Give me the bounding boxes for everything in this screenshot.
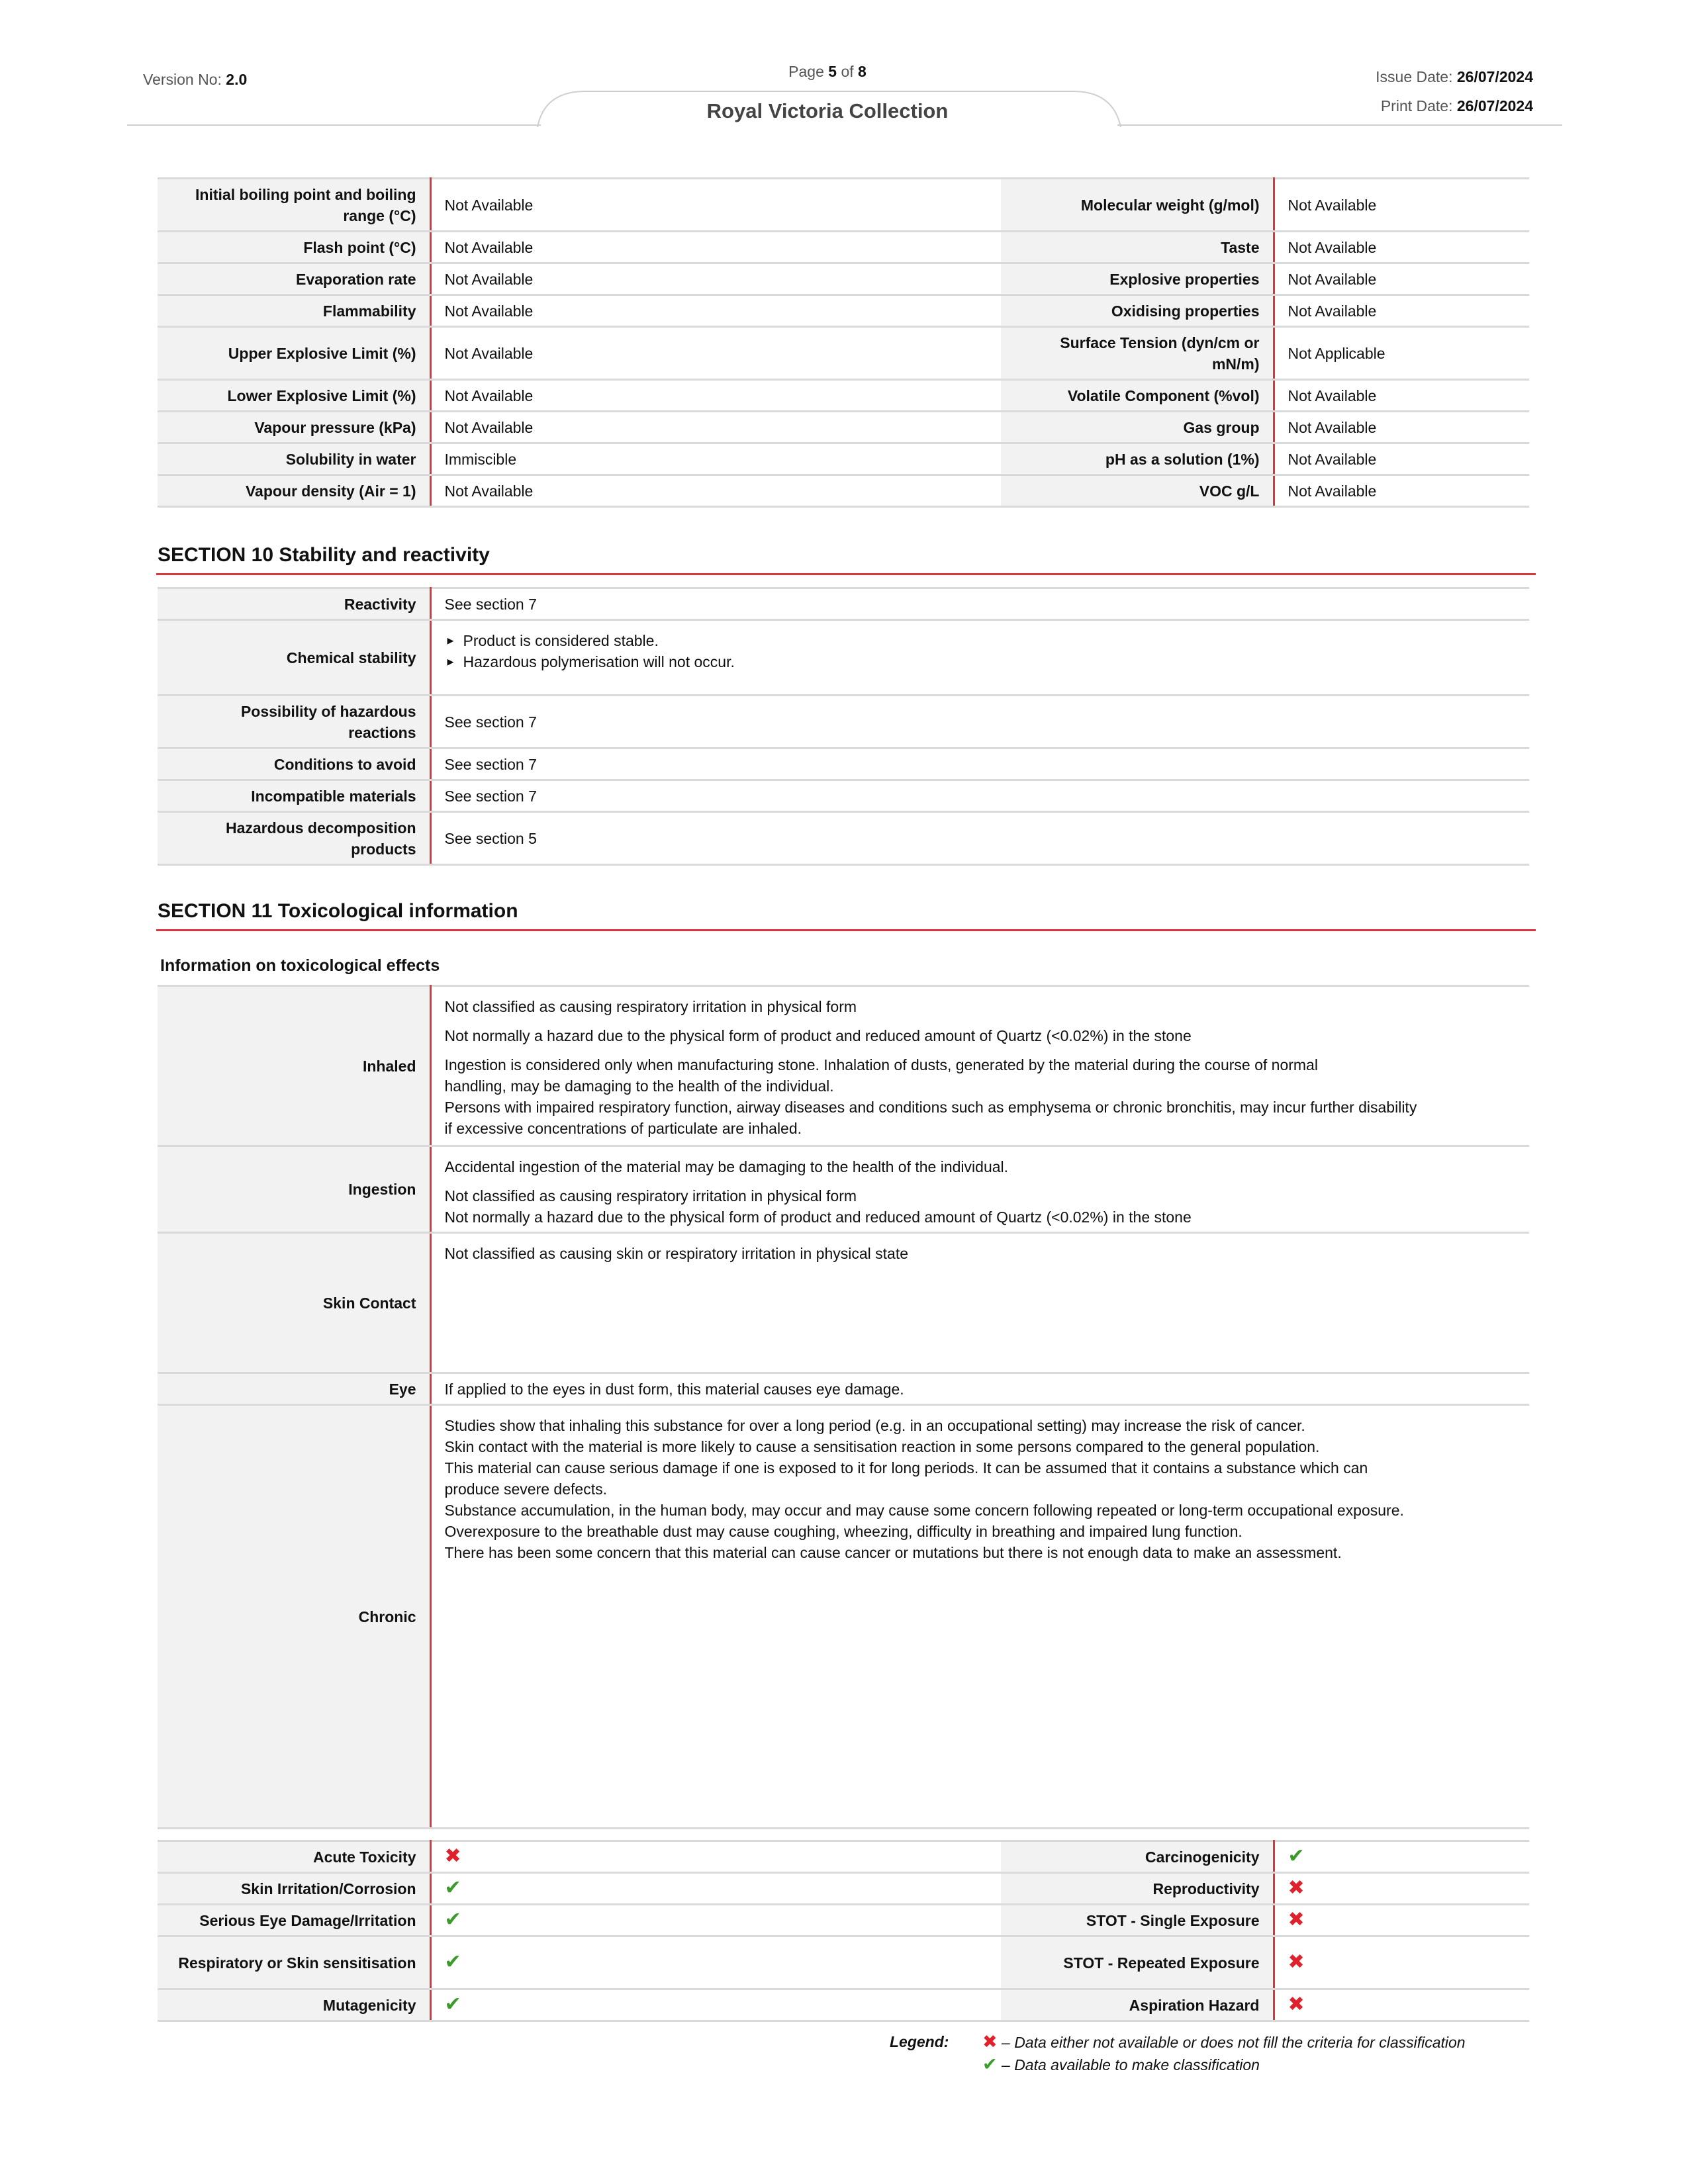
x-mark-icon: ✖: [1288, 1993, 1305, 2015]
x-mark-icon: ✖: [1288, 1951, 1305, 1973]
x-mark-icon: ✖: [444, 1845, 461, 1867]
chronic-line: Studies show that inhaling this substance for over a long period (e.g. in an occupational setting) may increase the risk of cancer.: [444, 1417, 1305, 1434]
property-row: [158, 232, 1529, 263]
reactivity-value: See section 7: [430, 588, 1529, 620]
check-mark-icon: ✔: [444, 1877, 461, 1899]
section-10-rule: [156, 573, 1536, 575]
classification-label: Acute Toxicity: [158, 1841, 430, 1873]
classification-status: [1274, 1989, 1529, 2021]
property-value: Not Available: [430, 380, 1001, 412]
property-value: Not Available: [1274, 179, 1529, 232]
decomposition-value: See section 5: [430, 812, 1529, 865]
section-11-rule: [156, 929, 1536, 931]
property-value: Not Available: [430, 412, 1001, 443]
legend-label: Legend:: [890, 2033, 949, 2050]
classification-status: [430, 1905, 1001, 1936]
property-value: Not Applicable: [1274, 327, 1529, 380]
property-label: Flammability: [158, 295, 430, 327]
page-current: 5: [828, 63, 837, 80]
row-inhaled: [158, 986, 1529, 1146]
version-value: 2.0: [226, 71, 248, 88]
chronic-line: There has been some concern that this material can cause cancer or mutations but there is not enough data to make an assessment.: [444, 1544, 1342, 1561]
ingestion-value: [430, 1146, 1529, 1233]
property-label: Vapour density (Air = 1): [158, 475, 430, 507]
classification-status: [1274, 1873, 1529, 1905]
row-chronic: [158, 1405, 1529, 1829]
inhaled-text: Not classified as causing respiratory irritation in physical form: [444, 998, 857, 1015]
property-label: Upper Explosive Limit (%): [158, 327, 430, 380]
chronic-value: [430, 1405, 1529, 1829]
check-mark-icon: ✔: [982, 2054, 998, 2074]
classification-status: [1274, 1841, 1529, 1873]
inhaled-text: Not normally a hazard due to the physical form of product and reduced amount of Quartz (<0.02%) in the stone: [444, 1027, 1192, 1044]
property-row: [158, 443, 1529, 475]
legend-check-entry: [982, 2054, 1260, 2075]
property-label: VOC g/L: [1001, 475, 1274, 507]
x-mark-icon: ✖: [1288, 1909, 1305, 1931]
property-row: [158, 380, 1529, 412]
property-value: Not Available: [430, 327, 1001, 380]
row-conditions-to-avoid: [158, 749, 1529, 780]
skin-contact-label: Skin Contact: [158, 1233, 430, 1373]
reactivity-label: Reactivity: [158, 588, 430, 620]
property-label: Surface Tension (dyn/cm or mN/m): [1001, 327, 1274, 380]
classification-label: Reproductivity: [1001, 1873, 1274, 1905]
ingestion-line: Not normally a hazard due to the physical form of product and reduced amount of Quartz (<0.02%) in the stone: [444, 1208, 1192, 1226]
property-value: Not Available: [430, 295, 1001, 327]
property-value: Not Available: [1274, 263, 1529, 295]
classification-label: Respiratory or Skin sensitisation: [158, 1936, 430, 1989]
row-hazardous-decomposition: [158, 812, 1529, 865]
toxicological-effects-subhead: Information on toxicological effects: [160, 956, 440, 975]
classification-label: Mutagenicity: [158, 1989, 430, 2021]
physical-properties-table: [158, 177, 1529, 508]
property-label: Explosive properties: [1001, 263, 1274, 295]
classification-label: STOT - Repeated Exposure: [1001, 1936, 1274, 1989]
page-label: Page: [788, 63, 829, 80]
property-label: Flash point (°C): [158, 232, 430, 263]
row-eye: [158, 1373, 1529, 1405]
classification-label: STOT - Single Exposure: [1001, 1905, 1274, 1936]
header-tab-curve: [536, 87, 1122, 128]
property-value: Not Available: [1274, 412, 1529, 443]
incompatible-label: Incompatible materials: [158, 780, 430, 812]
property-label: Solubility in water: [158, 443, 430, 475]
property-row: [158, 179, 1529, 232]
classification-status: [430, 1841, 1001, 1873]
print-date-label: Print Date:: [1380, 97, 1457, 114]
property-label: Molecular weight (g/mol): [1001, 179, 1274, 232]
page-of-label: of: [837, 63, 859, 80]
version-number: [143, 71, 247, 89]
classification-label: Serious Eye Damage/Irritation: [158, 1905, 430, 1936]
chronic-label: Chronic: [158, 1405, 430, 1829]
property-row: [158, 295, 1529, 327]
check-mark-icon: ✔: [444, 1909, 461, 1931]
classification-status: [430, 1936, 1001, 1989]
eye-value: If applied to the eyes in dust form, this material causes eye damage.: [430, 1373, 1529, 1405]
legend-x-entry: [982, 2032, 1466, 2052]
property-value: Not Available: [1274, 232, 1529, 263]
legend-x-text: – Data either not available or does not fill the criteria for classification: [1002, 2034, 1466, 2051]
conditions-label: Conditions to avoid: [158, 749, 430, 780]
classification-status: [1274, 1936, 1529, 1989]
header-rule-left: [127, 124, 541, 126]
list-item: ▸ Product is considered stable.: [445, 630, 1517, 651]
chemical-stability-list: [445, 630, 1517, 672]
print-date-value: 26/07/2024: [1456, 97, 1533, 114]
classification-row: [158, 1905, 1529, 1936]
property-label: Vapour pressure (kPa): [158, 412, 430, 443]
property-row: [158, 327, 1529, 380]
issue-date-value: 26/07/2024: [1456, 68, 1533, 85]
chemical-stability-value: [430, 620, 1529, 696]
property-row: [158, 263, 1529, 295]
issue-date: [1376, 68, 1533, 86]
list-item: ▸ Hazardous polymerisation will not occur.: [445, 651, 1517, 672]
decomposition-label: Hazardous decomposition products: [158, 812, 430, 865]
inhaled-line: Ingestion is considered only when manufacturing stone. Inhalation of dusts, generated by the material during the course of normal: [444, 1056, 1318, 1073]
skin-contact-value: Not classified as causing skin or respiratory irritation in physical state: [430, 1233, 1529, 1373]
classification-status: [430, 1989, 1001, 2021]
inhaled-line: handling, may be damaging to the health of the individual.: [444, 1077, 834, 1095]
inhaled-value: [430, 986, 1529, 1146]
check-mark-icon: ✔: [444, 1951, 461, 1973]
property-row: [158, 475, 1529, 507]
hazardous-reactions-value: See section 7: [430, 696, 1529, 749]
chronic-line: Skin contact with the material is more likely to cause a sensitisation reaction in some persons compared to the general population.: [444, 1438, 1320, 1455]
page-indicator: [662, 63, 993, 81]
inhaled-line: if excessive concentrations of particulate are inhaled.: [444, 1120, 802, 1137]
chronic-line: produce severe defects.: [444, 1480, 607, 1498]
property-label: Volatile Component (%vol): [1001, 380, 1274, 412]
property-label: pH as a solution (1%): [1001, 443, 1274, 475]
property-label: Evaporation rate: [158, 263, 430, 295]
x-mark-icon: ✖: [1288, 1877, 1305, 1899]
classification-row: [158, 1873, 1529, 1905]
classification-label: Skin Irritation/Corrosion: [158, 1873, 430, 1905]
section-10-title: SECTION 10 Stability and reactivity: [158, 544, 490, 566]
check-mark-icon: ✔: [444, 1993, 461, 2015]
issue-date-label: Issue Date:: [1376, 68, 1457, 85]
chemical-stability-label: Chemical stability: [158, 620, 430, 696]
classification-status: [430, 1873, 1001, 1905]
toxicological-effects-table: [158, 985, 1529, 1829]
x-mark-icon: ✖: [982, 2032, 998, 2052]
property-value: Not Available: [430, 475, 1001, 507]
inhaled-text: [445, 1054, 1517, 1139]
eye-label: Eye: [158, 1373, 430, 1405]
property-label: Taste: [1001, 232, 1274, 263]
classification-status: [1274, 1905, 1529, 1936]
classification-row: [158, 1989, 1529, 2021]
chronic-line: Overexposure to the breathable dust may cause coughing, wheezing, difficulty in breathing and impaired lung function.: [444, 1523, 1243, 1540]
classification-row: [158, 1936, 1529, 1989]
check-mark-icon: ✔: [1288, 1845, 1305, 1867]
property-row: [158, 412, 1529, 443]
property-value: Not Available: [430, 179, 1001, 232]
section-11-title: SECTION 11 Toxicological information: [158, 900, 518, 922]
legend-check-text: – Data available to make classification: [1002, 2056, 1260, 2073]
ingestion-text: [445, 1185, 1517, 1228]
inhaled-line: Persons with impaired respiratory function, airway diseases and conditions such as emphysema or chronic bronchitis, may incur further disability: [444, 1099, 1417, 1116]
row-reactivity: [158, 588, 1529, 620]
page-total: 8: [858, 63, 867, 80]
property-label: Lower Explosive Limit (%): [158, 380, 430, 412]
classification-label: Carcinogenicity: [1001, 1841, 1274, 1873]
property-label: Initial boiling point and boiling range (°C): [158, 179, 430, 232]
ingestion-line: Not classified as causing respiratory irritation in physical form: [444, 1187, 857, 1205]
property-value: Not Available: [1274, 380, 1529, 412]
stability-reactivity-table: [158, 587, 1529, 866]
ingestion-text: Accidental ingestion of the material may be damaging to the health of the individual.: [444, 1158, 1009, 1175]
incompatible-value: See section 7: [430, 780, 1529, 812]
ingestion-label: Ingestion: [158, 1146, 430, 1233]
property-value: Not Available: [1274, 475, 1529, 507]
classification-row: [158, 1841, 1529, 1873]
document-title: Royal Victoria Collection: [706, 99, 949, 122]
inhaled-label: Inhaled: [158, 986, 430, 1146]
property-value: Immiscible: [430, 443, 1001, 475]
chronic-line: This material can cause serious damage if one is exposed to it for long periods. It can be assumed that it contains a substance which can: [444, 1459, 1368, 1477]
classification-label: Aspiration Hazard: [1001, 1989, 1274, 2021]
row-chemical-stability: [158, 620, 1529, 696]
conditions-value: See section 7: [430, 749, 1529, 780]
row-ingestion: [158, 1146, 1529, 1233]
property-label: Oxidising properties: [1001, 295, 1274, 327]
row-hazardous-reactions: [158, 696, 1529, 749]
property-label: Gas group: [1001, 412, 1274, 443]
property-value: Not Available: [1274, 295, 1529, 327]
print-date: [1381, 97, 1533, 115]
chronic-line: Substance accumulation, in the human body, may occur and may cause some concern following repeated or long-term occupational exposure.: [444, 1502, 1404, 1519]
property-value: Not Available: [430, 263, 1001, 295]
header-rule-right: [1117, 124, 1562, 126]
row-skin-contact: [158, 1233, 1529, 1373]
property-value: Not Available: [1274, 443, 1529, 475]
row-incompatible-materials: [158, 780, 1529, 812]
version-label: Version No:: [143, 71, 226, 88]
property-value: Not Available: [430, 232, 1001, 263]
hazardous-reactions-label: Possibility of hazardous reactions: [158, 696, 430, 749]
hazard-classification-table: [158, 1840, 1529, 2022]
